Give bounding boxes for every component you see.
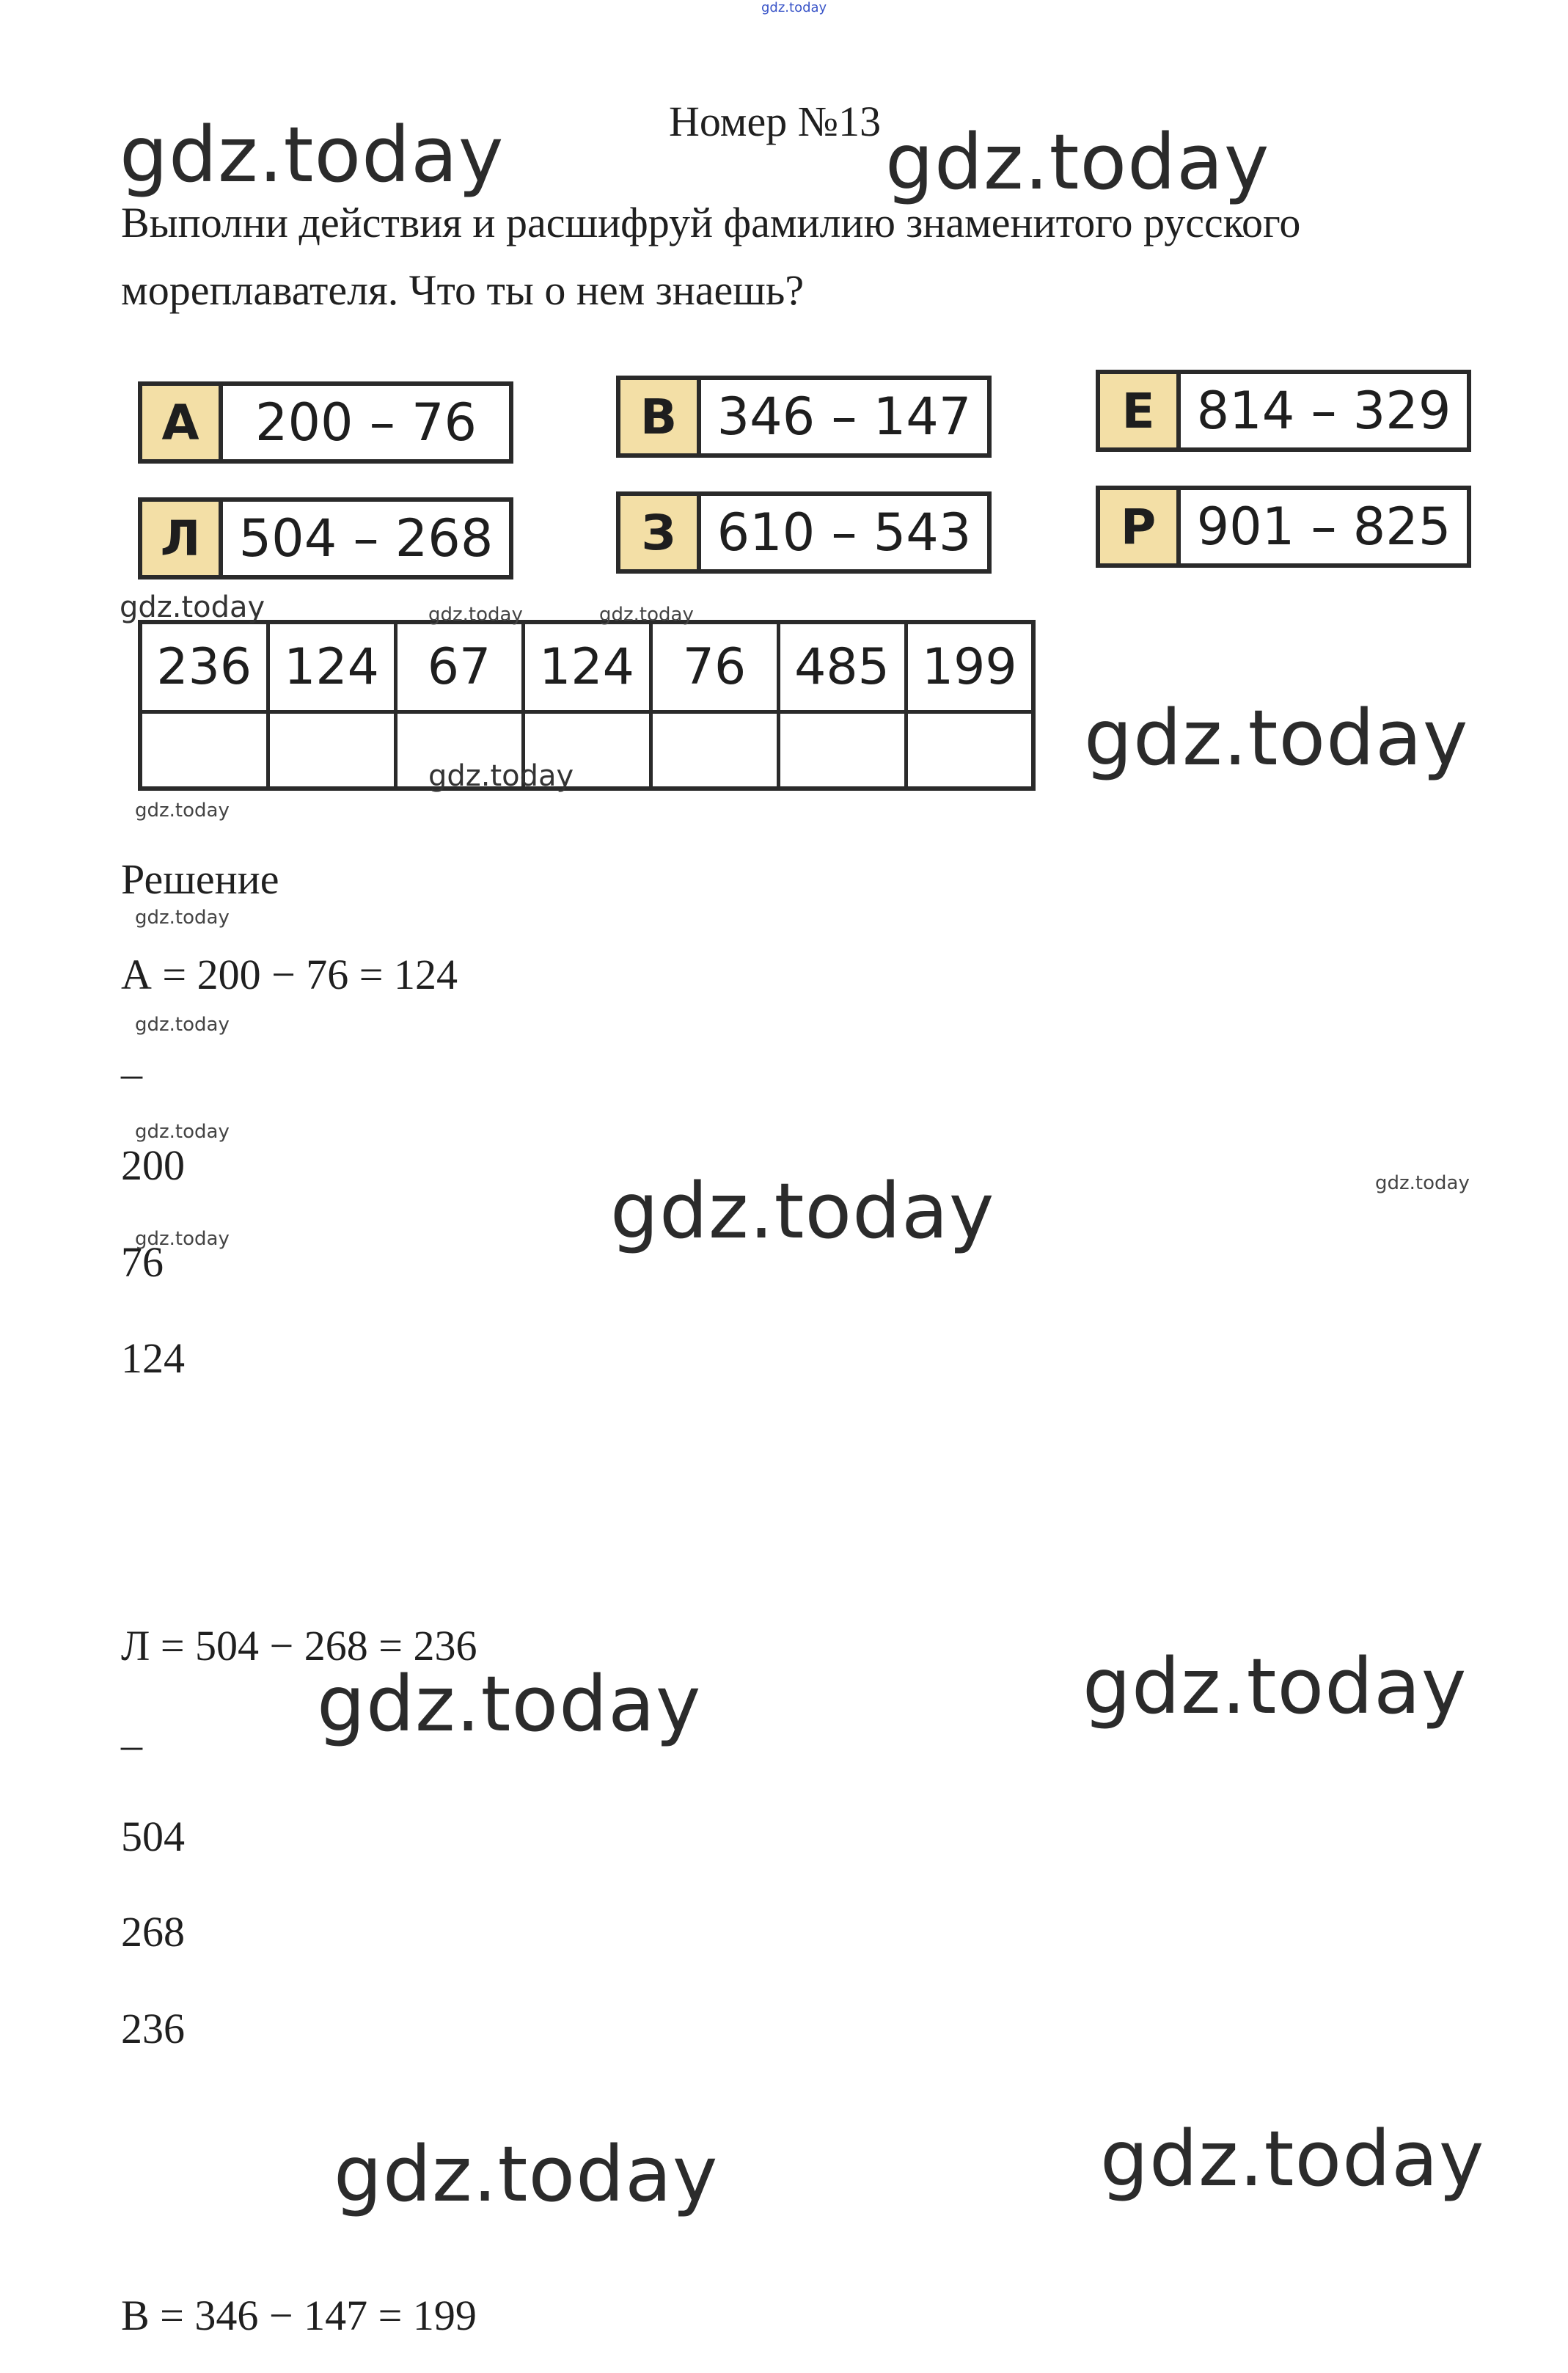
- watermark: gdz.today: [135, 907, 230, 929]
- page-title: Номер №13: [669, 98, 882, 145]
- watermark: gdz.today: [1084, 693, 1469, 783]
- watermark: gdz.today: [428, 604, 523, 626]
- watermark: gdz.today: [885, 117, 1270, 207]
- column-minuend: 504: [121, 1813, 185, 1860]
- answer-grid-cell: 485: [778, 622, 906, 712]
- column-subtrahend: 76: [121, 1238, 164, 1286]
- answer-grid-cell: 76: [651, 622, 778, 712]
- tile-expression: 610 – 543: [717, 502, 972, 563]
- answer-grid-blank-row: [140, 712, 1033, 789]
- watermark: gdz.today: [1082, 1642, 1468, 1731]
- column-subtrahend: 268: [121, 1908, 185, 1956]
- tile-expression: 901 – 825: [1196, 497, 1451, 557]
- answer-grid-empty-cell: [140, 712, 268, 789]
- watermark: gdz.today: [120, 590, 265, 624]
- answer-grid-cell: 236: [140, 622, 268, 712]
- watermark: gdz.today: [428, 759, 574, 793]
- column-result: 236: [121, 2005, 185, 2052]
- answer-grid-cell: 124: [268, 622, 395, 712]
- answer-grid-empty-cell: [778, 712, 906, 789]
- minus-sign: _: [121, 1706, 142, 1754]
- column-minuend: 200: [121, 1141, 185, 1189]
- watermark: gdz.today: [334, 2129, 719, 2219]
- answer-grid-empty-cell: [906, 712, 1033, 789]
- watermark: gdz.today: [1375, 1172, 1470, 1194]
- puzzle-tile: [1096, 370, 1471, 452]
- tile-letter: Л: [142, 502, 223, 575]
- equation-l: Л = 504 − 268 = 236: [121, 1622, 477, 1670]
- watermark: gdz.today: [610, 1166, 995, 1256]
- tile-letter: В: [620, 380, 701, 453]
- equation-v: В = 346 − 147 = 199: [121, 2292, 477, 2339]
- tile-letter: З: [620, 496, 701, 569]
- puzzle-tile: [616, 376, 992, 458]
- puzzle-tile: [138, 381, 513, 464]
- answer-grid-cell: 124: [523, 622, 651, 712]
- tile-expression: 346 – 147: [717, 387, 972, 447]
- watermark: gdz.today: [599, 604, 694, 626]
- answer-grid-numbers-row: [140, 622, 1033, 712]
- tile-letter: Е: [1100, 374, 1181, 447]
- column-result: 124: [121, 1334, 185, 1382]
- watermark: gdz.today: [135, 800, 230, 822]
- tile-expression: 814 – 329: [1196, 381, 1451, 441]
- puzzle-tile: [138, 497, 513, 579]
- answer-grid: [138, 620, 1036, 791]
- task-line-1: Выполни действия и расшифруй фамилию знаменитого русского: [121, 199, 1301, 246]
- watermark: gdz.today: [120, 110, 505, 200]
- minus-sign: _: [121, 1035, 142, 1083]
- tile-letter: А: [142, 386, 223, 459]
- puzzle-tile: [616, 491, 992, 574]
- puzzle-tile: [1096, 486, 1471, 568]
- answer-grid-empty-cell: [651, 712, 778, 789]
- watermark: gdz.today: [1100, 2114, 1485, 2204]
- answer-grid-cell: 67: [395, 622, 523, 712]
- answer-grid-empty-cell: [268, 712, 395, 789]
- tile-expression: 504 – 268: [238, 508, 494, 568]
- watermark: gdz.today: [135, 1121, 230, 1143]
- watermark: gdz.today: [135, 1228, 230, 1250]
- solution-heading: Решение: [121, 855, 279, 903]
- top-watermark: gdz.today: [761, 0, 827, 15]
- equation-a: А = 200 − 76 = 124: [121, 951, 458, 998]
- watermark: gdz.today: [135, 1014, 230, 1036]
- watermark: gdz.today: [317, 1659, 702, 1749]
- task-line-2: мореплавателя. Что ты о нем знаешь?: [121, 266, 805, 314]
- tile-expression: 200 – 76: [254, 392, 477, 453]
- tile-letter: Р: [1100, 490, 1181, 563]
- answer-grid-cell: 199: [906, 622, 1033, 712]
